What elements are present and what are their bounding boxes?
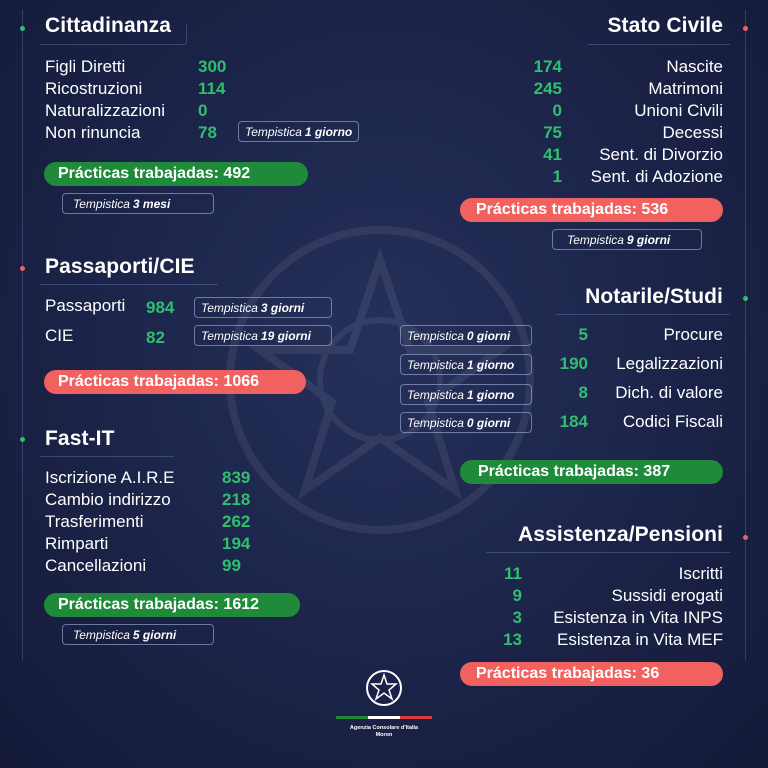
list-item-value: 184	[559, 412, 588, 431]
total-badge: Prácticas trabajadas: 36	[460, 662, 723, 686]
list-item-value: 82	[146, 328, 165, 347]
list-item-value: 218	[222, 490, 251, 509]
list-item: Iscritti	[678, 564, 723, 583]
list-item: Unioni Civili	[634, 101, 723, 120]
list-item: Cambio indirizzo	[45, 490, 171, 509]
list-item: Matrimoni	[648, 79, 723, 98]
tempistica-tag: Tempistica 9 giorni	[552, 229, 702, 250]
total-badge: Prácticas trabajadas: 1612	[44, 593, 300, 617]
list-item: CIE	[45, 326, 74, 345]
list-item: Figli Diretti	[45, 57, 126, 76]
total-badge: Prácticas trabajadas: 492	[44, 162, 308, 186]
tempistica-tag: Tempistica 3 giorni	[194, 297, 332, 318]
list-item: Trasferimenti	[45, 512, 144, 531]
list-item-value: 0	[552, 101, 562, 120]
tempistica-tag: Tempistica 19 giorni	[194, 325, 332, 346]
section-marker	[20, 437, 25, 442]
list-item-value: 190	[559, 354, 588, 373]
list-item-value: 9	[512, 586, 522, 605]
section-marker	[743, 535, 748, 540]
list-item: Legalizzazioni	[616, 354, 723, 373]
list-item: Iscrizione A.I.R.E	[45, 468, 175, 487]
cittadinanza-title: Cittadinanza	[45, 14, 172, 37]
list-item-value: 194	[222, 534, 251, 553]
title-underline	[40, 284, 218, 285]
passaporti-title: Passaporti/CIE	[45, 255, 195, 278]
tempistica-tag: Tempistica 0 giorni	[400, 412, 532, 433]
list-item-value: 245	[533, 79, 562, 98]
list-item-value: 78	[198, 123, 217, 142]
title-underline	[40, 44, 186, 45]
list-item: Ricostruzioni	[45, 79, 143, 98]
list-item: Codici Fiscali	[622, 412, 723, 431]
list-item-value: 3	[512, 608, 522, 627]
notarile-title: Notarile/Studi	[585, 285, 723, 308]
stato-civile-title: Stato Civile	[607, 14, 723, 37]
list-item: Rimparti	[45, 534, 109, 553]
list-item: Cancellazioni	[45, 556, 147, 575]
tempistica-tag: Tempistica 0 giorni	[400, 325, 532, 346]
list-item: Naturalizzazioni	[45, 101, 165, 120]
list-item-value: 262	[222, 512, 251, 531]
list-item-value: 41	[543, 145, 562, 164]
section-marker	[743, 26, 748, 31]
list-item-value: 13	[503, 630, 522, 649]
list-item: Esistenza in Vita INPS	[553, 608, 723, 627]
list-item-value: 114	[198, 79, 226, 98]
total-badge: Prácticas trabajadas: 536	[460, 198, 723, 222]
list-item-value: 174	[533, 57, 562, 76]
italian-flag-stripe	[336, 716, 432, 719]
total-badge: Prácticas trabajadas: 387	[460, 460, 723, 484]
list-item-value: 8	[578, 383, 588, 402]
emblem-logo	[364, 668, 404, 708]
list-item: Non rinuncia	[45, 123, 141, 142]
list-item-value: 984	[146, 298, 175, 317]
title-underline	[186, 24, 187, 44]
list-item-value: 99	[222, 556, 241, 575]
tempistica-tag: Tempistica 5 giorni	[62, 624, 214, 645]
list-item: Decessi	[662, 123, 723, 142]
logo-caption: Agenzia Consolare d'Italia Moron	[349, 725, 419, 738]
list-item-value: 300	[198, 57, 227, 76]
title-underline	[40, 456, 174, 457]
tempistica-tag: Tempistica 1 giorno	[400, 354, 532, 375]
total-badge: Prácticas trabajadas: 1066	[44, 370, 306, 394]
list-item: Esistenza in Vita MEF	[557, 630, 723, 649]
list-item: Sent. di Divorzio	[599, 145, 723, 164]
list-item: Dich. di valore	[615, 383, 723, 402]
list-item: Sent. di Adozione	[590, 167, 723, 186]
section-marker	[20, 266, 25, 271]
list-item: Procure	[663, 325, 723, 344]
list-item-value: 0	[198, 101, 208, 120]
right-divider-line	[745, 10, 746, 660]
list-item-value: 11	[504, 564, 522, 583]
list-item-value: 75	[543, 123, 562, 142]
fastit-title: Fast-IT	[45, 427, 115, 450]
tempistica-tag: Tempistica 1 giorno	[400, 384, 532, 405]
left-divider-line	[22, 10, 23, 660]
tempistica-tag: Tempistica 1 giorno	[238, 121, 359, 142]
list-item-value: 1	[552, 167, 562, 186]
section-marker	[743, 296, 748, 301]
title-underline	[486, 552, 730, 553]
section-marker	[20, 26, 25, 31]
list-item-value: 5	[578, 325, 588, 344]
list-item-value: 839	[222, 468, 251, 487]
list-item: Nascite	[666, 57, 723, 76]
assistenza-title: Assistenza/Pensioni	[518, 523, 723, 546]
list-item: Sussidi erogati	[611, 586, 723, 605]
tempistica-tag: Tempistica 3 mesi	[62, 193, 214, 214]
title-underline	[556, 314, 730, 315]
list-item: Passaporti	[45, 296, 126, 315]
title-underline	[588, 44, 730, 45]
